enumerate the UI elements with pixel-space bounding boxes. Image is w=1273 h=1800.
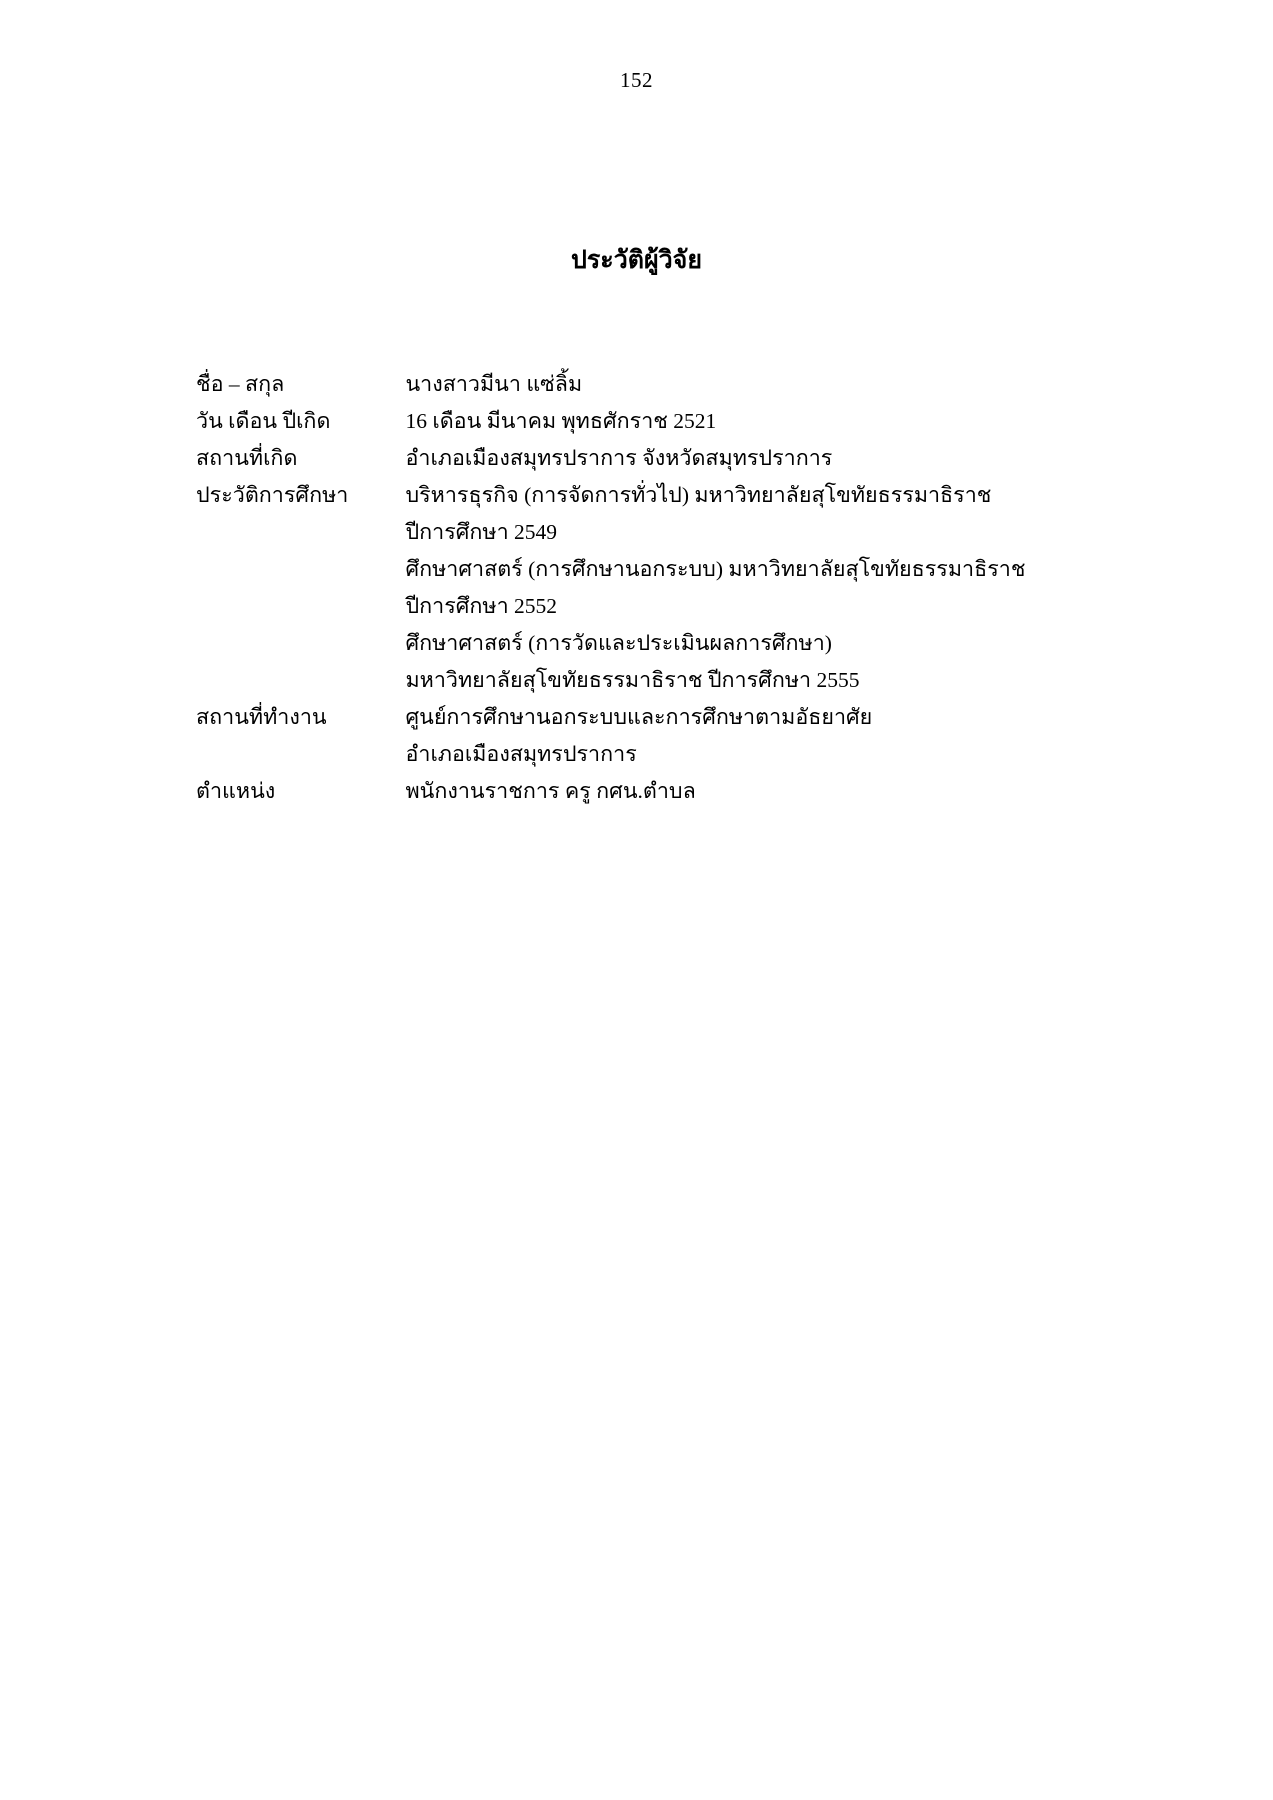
row-value-line: มหาวิทยาลัยสุโขทัยธรรมาธิราช ปีการศึกษา 2555: [405, 668, 860, 692]
row-value-line: ศึกษาศาสตร์ (การศึกษานอกระบบ) มหาวิทยาลัยสุโขทัยธรรมาธิราช: [405, 557, 1026, 581]
row-value: [405, 773, 1096, 810]
row-label: สถานที่ทำงาน: [196, 705, 327, 729]
row-value-line: อำเภอเมืองสมุทรปราการ: [405, 742, 637, 766]
row-label: ประวัติการศึกษา: [196, 483, 349, 507]
row-value: [405, 403, 1096, 440]
row-value-line: ศูนย์การศึกษานอกระบบและการศึกษาตามอัธยาศัย: [405, 705, 873, 729]
row-label: สถานที่เกิด: [196, 446, 298, 470]
row-value-line: 16 เดือน มีนาคม พุทธศักราช 2521: [405, 409, 717, 433]
table-row: [196, 773, 1096, 810]
row-value: [405, 477, 1096, 699]
row-value-line: บริหารธุรกิจ (การจัดการทั่วไป) มหาวิทยาลัยสุโขทัยธรรมาธิราช: [405, 483, 992, 507]
page-number: 152: [620, 68, 653, 92]
row-label: วัน เดือน ปีเกิด: [196, 409, 331, 433]
row-value-line: นางสาวมีนา แซ่ลิ้ม: [405, 372, 583, 396]
row-value-line: ปีการศึกษา 2549: [405, 520, 558, 544]
row-value: [405, 699, 1096, 773]
row-value: [405, 440, 1096, 477]
table-row: [196, 699, 1096, 773]
row-label: ชื่อ – สกุล: [196, 372, 285, 396]
researcher-profile-table: [196, 366, 1096, 810]
row-label: ตำแหน่ง: [196, 779, 276, 803]
table-row: [196, 366, 1096, 403]
row-value: [405, 366, 1096, 403]
row-value-line: ปีการศึกษา 2552: [405, 594, 558, 618]
table-row: [196, 477, 1096, 699]
page-title: ประวัติผู้วิจัย: [571, 247, 702, 274]
row-value-line: อำเภอเมืองสมุทรปราการ จังหวัดสมุทรปราการ: [405, 446, 833, 470]
row-value-line: ศึกษาศาสตร์ (การวัดและประเมินผลการศึกษา): [405, 631, 832, 655]
table-row: [196, 403, 1096, 440]
row-value-line: พนักงานราชการ ครู กศน.ตำบล: [405, 779, 696, 803]
table-row: [196, 440, 1096, 477]
